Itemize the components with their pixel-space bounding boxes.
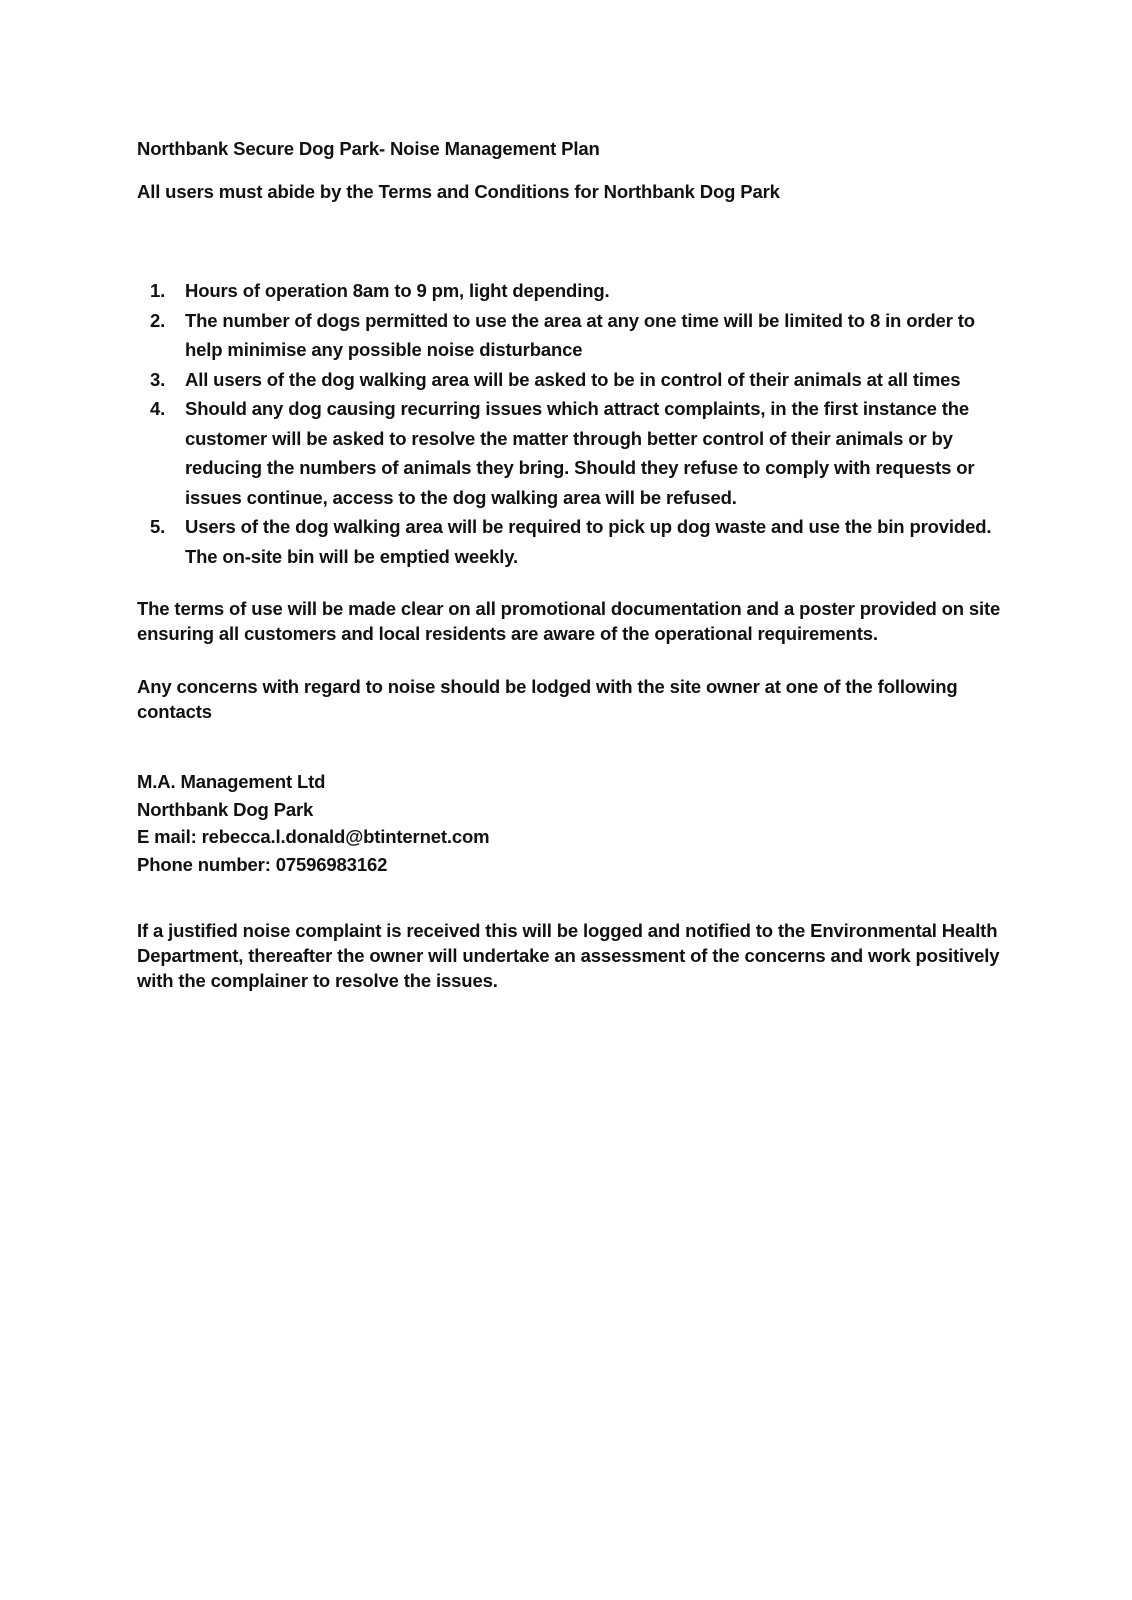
document-subtitle: All users must abide by the Terms and Conditions for Northbank Dog Park: [137, 181, 780, 202]
rule-number: 2.: [150, 309, 166, 331]
rule-text: Should any dog causing recurring issues which attract complaints, in the first instance the customer will be asked to resolve the matter through better control of their animals or by reducing the numbers of animals they bring. Should they refuse to comply with requests or issues continue, access to the dog walking area will be refused.: [185, 398, 975, 508]
contact-email: E mail: rebecca.l.donald@btinternet.com: [137, 826, 490, 847]
rule-number: 5.: [150, 516, 166, 537]
rule-text: The number of dogs permitted to use the area at any one time will be limited to 8 in order to help minimise any possible noise disturbance: [185, 309, 975, 360]
rule-number: 1.: [150, 280, 166, 301]
complaint-paragraph: If a justified noise complaint is received this will be logged and notified to the Environmental Health Department, thereafter the owner will undertake an assessment of the concerns and work positively with the complainer to resolve the issues.: [137, 920, 1000, 991]
rule-number: 4.: [150, 398, 166, 419]
terms-paragraph: The terms of use will be made clear on all promotional documentation and a poster provided on site ensuring all customers and local residents are aware of the operational requirements.: [137, 598, 1001, 644]
concerns-paragraph: Any concerns with regard to noise should be lodged with the site owner at one of the following contacts: [137, 676, 958, 722]
rules-list: [137, 276, 1017, 571]
rule-text: Users of the dog walking area will be required to pick up dog waste and use the bin provided. The on-site bin will be emptied weekly.: [185, 516, 992, 567]
document-title: Northbank Secure Dog Park- Noise Management Plan: [137, 138, 600, 159]
contact-block: [137, 768, 1017, 878]
contact-site: Northbank Dog Park: [137, 798, 314, 820]
rule-text: Hours of operation 8am to 9 pm, light depending.: [185, 280, 610, 301]
rule-text: All users of the dog walking area will be asked to be in control of their animals at all times: [185, 368, 961, 390]
rule-item: [137, 306, 1017, 365]
rule-number: 3.: [150, 368, 166, 390]
contact-company: M.A. Management Ltd: [137, 771, 326, 792]
rule-item: [137, 276, 1017, 306]
rule-item: [137, 512, 1017, 571]
rule-item: [137, 394, 1017, 512]
rule-item: [137, 365, 1017, 395]
contact-phone: Phone number: 07596983162: [137, 853, 388, 875]
